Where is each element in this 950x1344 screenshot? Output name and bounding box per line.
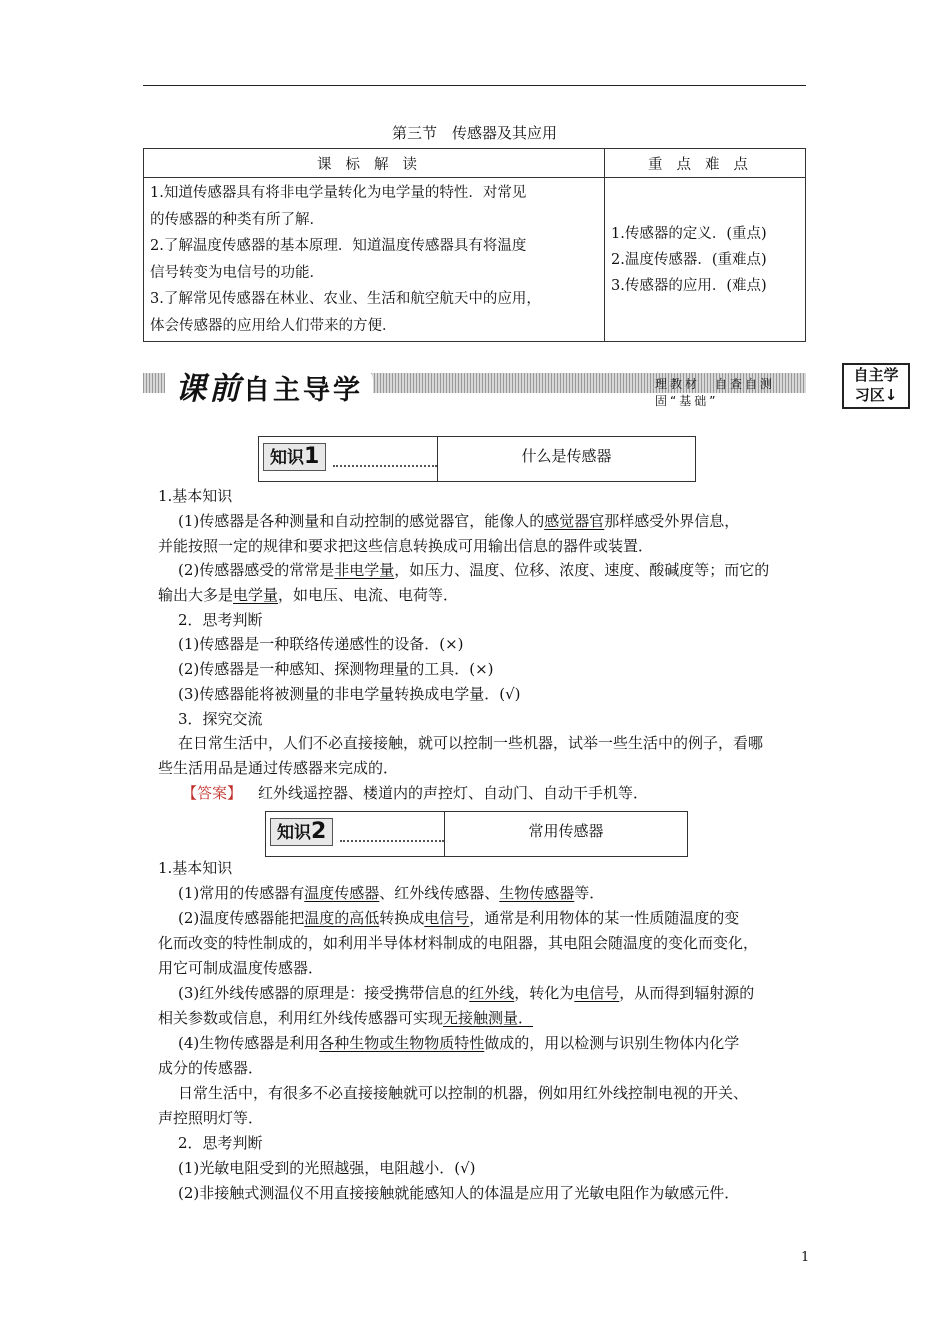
standards-line: 2.了解温度传感器的基本原理．知道温度传感器具有将温度 — [150, 238, 527, 254]
header-rule — [143, 85, 806, 86]
k1-heading-explore: 3．探究交流 — [178, 710, 263, 728]
standards-line: 体会传感器的应用给人们带来的方便． — [150, 317, 397, 334]
k1-judge-item: (3)传感器能将被测量的非电学量转换成电学量．(√) — [178, 685, 521, 703]
k2-para: (1)常用的传感器有温度传感器、红外线传感器、生物传感器等． — [178, 884, 605, 902]
keypoint-line: 1.传感器的定义．(重点) — [611, 225, 767, 242]
standards-line: 3.了解常见传感器在林业、农业、生活和航空航天中的应用， — [150, 291, 541, 307]
banner-subtitle: 理教材 自查自测 固“基础” — [655, 377, 791, 408]
banner-title — [165, 363, 373, 408]
objectives-table — [143, 148, 806, 342]
badge-line: 习区↓ — [854, 386, 898, 404]
k1-heading-basic: 1.基本知识 — [158, 487, 233, 505]
table-head-standards: 课标解读 — [144, 149, 605, 178]
k2-para: (4)生物传感器是利用各种生物或生物物质特性做成的，用以检测与识别生物体内化学 — [178, 1034, 740, 1052]
k2-para: (2)温度传感器能把温度的高低转换成电信号，通常是利用物体的某一性质随温度的变 — [178, 909, 740, 927]
k2-heading-basic: 1.基本知识 — [158, 859, 233, 877]
k2-judge-item: (2)非接触式测温仪不用直接接触就能感知人的体温是应用了光敏电阻作为敏感元件． — [178, 1184, 740, 1202]
banner-title-big: 课前 — [175, 371, 243, 407]
k1-para: 输出大多是电学量，如电压、电流、电荷等． — [158, 586, 459, 604]
page-number: 1 — [801, 1250, 810, 1265]
keypoint-line: 2.温度传感器．(重难点) — [611, 251, 767, 268]
k1-judge-item: (1)传感器是一种联络传递感性的设备．(×) — [178, 635, 464, 653]
k2-para: (3)红外线传感器的原理是：接受携带信息的红外线，转化为电信号，从而得到辐射源的 — [178, 984, 755, 1002]
standards-cell — [144, 178, 605, 342]
k1-para: (2)传感器感受的常常是非电学量，如压力、温度、位移、浓度、速度、酸碱度等；而它的 — [178, 561, 770, 579]
knowledge-tag: 知识1 — [263, 443, 326, 471]
k2-heading-judge: 2．思考判断 — [178, 1134, 263, 1152]
section-banner — [143, 363, 806, 408]
k2-para: 日常生活中，有很多不必直接接触就可以控制的机器，例如用红外线控制电视的开关、 — [178, 1084, 749, 1102]
k1-para: 并能按照一定的规律和要求把这些信息转换成可用输出信息的器件或装置． — [158, 537, 654, 555]
answer-label: 【答案】 — [182, 784, 243, 802]
k2-para: 化而改变的特性制成的，如利用半导体材料制成的电阻器，其电阻会随温度的变化而变化， — [158, 934, 759, 952]
knowledge-2-title: 常用传感器 — [444, 812, 687, 856]
k1-answer: 【答案】 红外线遥控器、楼道内的声控灯、自动门、自动干手机等． — [182, 784, 649, 802]
banner-title-rest: 自主导学 — [243, 375, 363, 406]
k1-para: (1)传感器是各种测量和自动控制的感觉器官，能像人的感觉器官那样感受外界信息， — [178, 512, 740, 530]
tag-dotted-line — [340, 840, 444, 842]
knowledge-2-header — [265, 811, 688, 857]
standards-line: 的传感器的种类有所了解． — [150, 211, 324, 228]
standards-line: 信号转变为电信号的功能． — [150, 264, 324, 281]
k2-para: 相关参数或信息，利用红外线传感器可实现无接触测量． — [158, 1009, 534, 1027]
section-title: 第三节 传感器及其应用 — [391, 124, 557, 142]
badge-line: 自主学 — [853, 366, 899, 384]
self-study-badge — [842, 363, 910, 409]
table-head-keypoints: 重点难点 — [605, 149, 806, 178]
k1-explore-text: 些生活用品是通过传感器来完成的． — [158, 759, 399, 777]
k2-para: 用它可制成温度传感器． — [158, 959, 324, 977]
k1-judge-item: (2)传感器是一种感知、探测物理量的工具．(×) — [178, 660, 494, 678]
knowledge-tag: 知识2 — [270, 818, 333, 846]
k2-para: 成分的传感器． — [158, 1059, 264, 1077]
k1-heading-judge: 2．思考判断 — [178, 611, 263, 629]
k2-para: 声控照明灯等． — [158, 1109, 264, 1127]
keypoints-cell — [605, 178, 806, 342]
knowledge-1-header — [258, 436, 696, 482]
standards-line: 1.知道传感器具有将非电学量转化为电学量的特性．对常见 — [150, 185, 527, 201]
tag-dotted-line — [333, 465, 437, 467]
knowledge-1-title: 什么是传感器 — [437, 437, 695, 481]
keypoint-line: 3.传感器的应用．(难点) — [611, 277, 767, 294]
k2-judge-item: (1)光敏电阻受到的光照越强，电阻越小．(√) — [178, 1159, 476, 1177]
k1-explore-text: 在日常生活中，人们不必直接接触，就可以控制一些机器，试举一些生活中的例子，看哪 — [178, 734, 764, 752]
